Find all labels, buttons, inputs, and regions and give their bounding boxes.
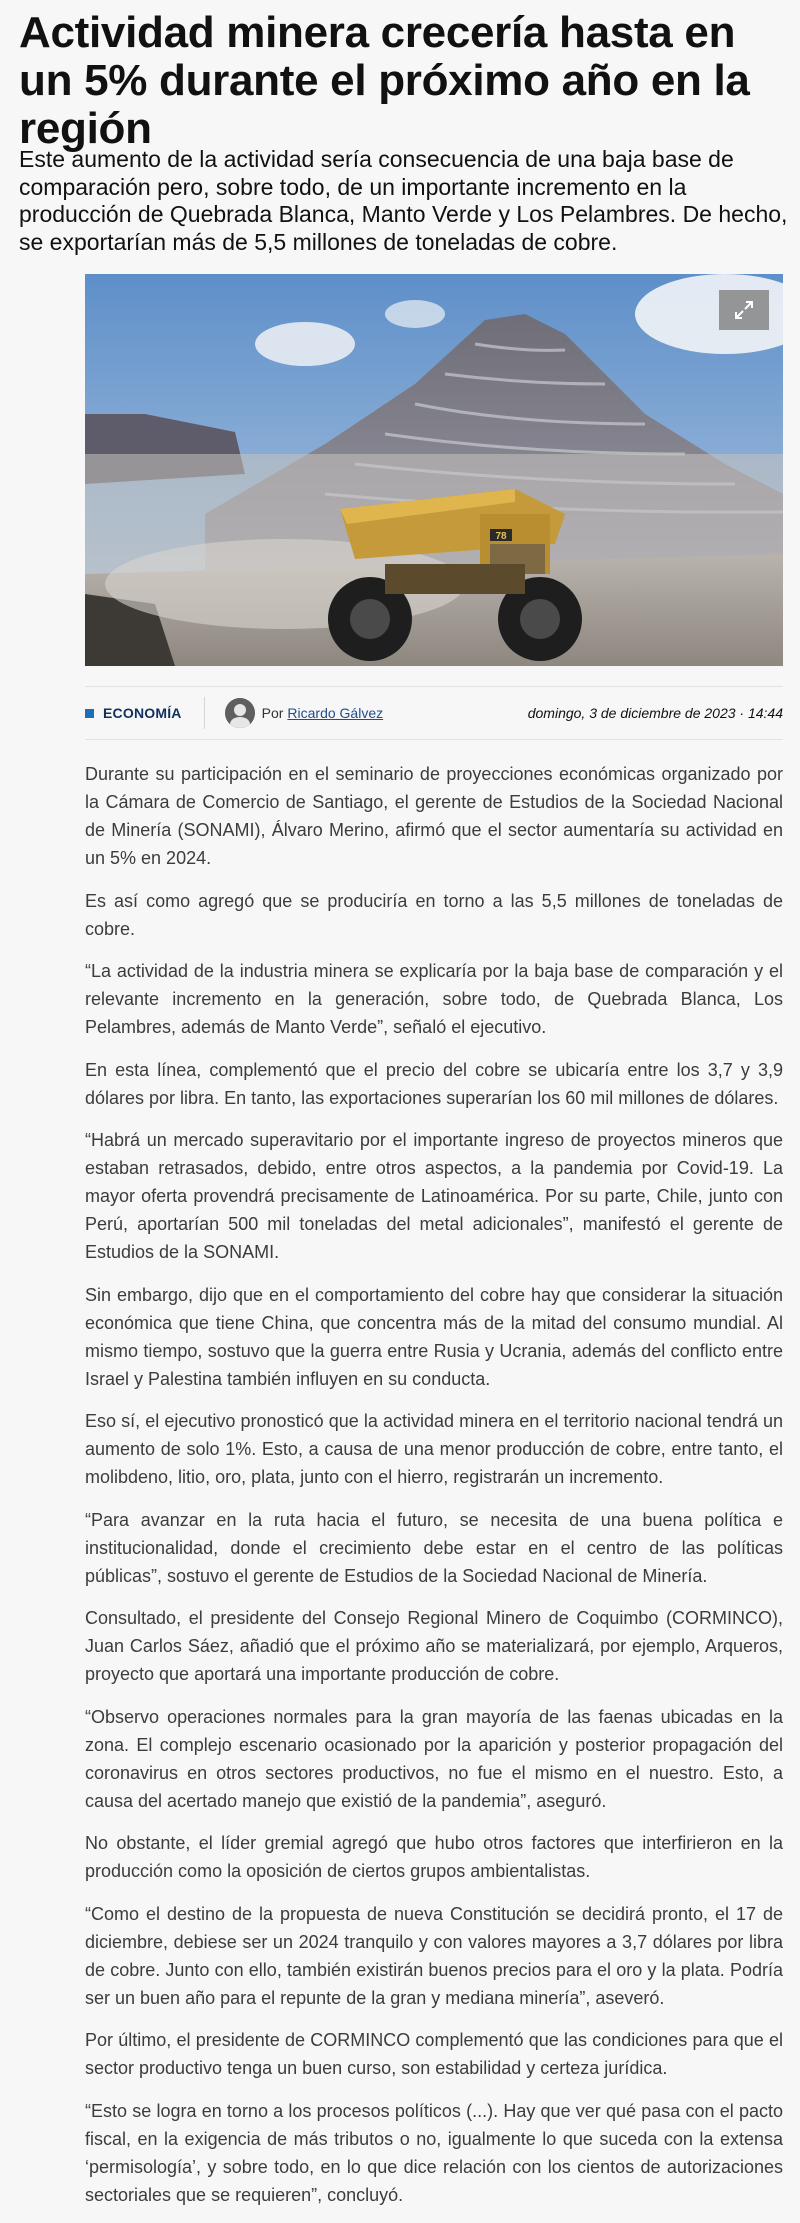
author-byline — [225, 698, 384, 728]
section-label: ECONOMÍA — [103, 705, 182, 721]
author-prefix: Por — [261, 705, 284, 721]
truck-number-small: 78 — [495, 531, 507, 542]
mining-truck-image — [85, 274, 783, 666]
article-photo[interactable] — [85, 274, 783, 666]
article-subheadline: Este aumento de la actividad sería consecuencia de una baja base de comparación pero, sobre todo, de un importante incremento en la producción de Quebrada Blanca, Manto Verde y Los Pelambres. De hecho, se exportarían más de 5,5 millones de toneladas de cobre. — [19, 146, 788, 255]
paragraph: Consultado, el presidente del Consejo Regional Minero de Coquimbo (CORMINCO), Juan Carlos Sáez, añadió que el próximo año se materializará, por ejemplo, Arqueros, proyecto que aportará una importante producción de cobre. — [85, 1608, 783, 1684]
paragraph: Durante su participación en el seminario de proyecciones económicas organizado por la Cámara de Comercio de Santiago, el gerente de Estudios de la Sociedad Nacional de Minería (SONAMI), Álvaro Merino, afirmó que el sector aumentaría su actividad en un 5% en 2024. — [85, 764, 783, 868]
paragraph: No obstante, el líder gremial agregó que hubo otros factores que interfirieron en la producción como la oposición de ciertos grupos ambientalistas. — [85, 1833, 783, 1881]
section-square-icon — [85, 709, 94, 718]
paragraph: Sin embargo, dijo que en el comportamiento del cobre hay que considerar la situación económica que tiene China, que concentra más de la mitad del consumo mundial. Al mismo tiempo, sostuvo que la guerra entre Rusia y Ucrania, además del conflicto entre Israel y Palestina también influyen en su conducta. — [85, 1284, 783, 1389]
paragraph: “Esto se logra en torno a los procesos políticos (...). Hay que ver qué pasa con el pacto fiscal, en la exigencia de más tributos o no, igualmente lo que suceda con la extensa ‘permisología’, y sobre todo, en lo que dice relación con los cientos de autorizaciones sectoriales que se requieren”, concluyó. — [85, 2100, 783, 2205]
paragraph: “Observo operaciones normales para la gran mayoría de las faenas ubicadas en la zona. El complejo escenario ocasionado por la aparición y posterior propagación del coronavirus en otros sectores productivos, no fue el mismo en el nuestro. Esto, a causa del acertado manejo que existió de la pandemia”, aseguró. — [85, 1706, 783, 1811]
section-tag[interactable] — [85, 697, 205, 729]
user-icon — [225, 698, 255, 728]
paragraph: En esta línea, complementó que el precio del cobre se ubicaría entre los 3,7 y 3,9 dólares por libra. En tanto, las exportaciones superarían los 60 mil millones de dólares. — [85, 1059, 783, 1108]
paragraph: “Habrá un mercado superavitario por el importante ingreso de proyectos mineros que estaban retrasados, debido, entre otros aspectos, a la pandemia por Covid-19. La mayor oferta provendrá precisamente de Latinoamérica. Por su parte, Chile, junto con Perú, aportarían 500 mil toneladas del metal adicionales”, manifestó el gerente de Estudios de la SONAMI. — [85, 1130, 783, 1262]
paragraph: “La actividad de la industria minera se explicaría por la baja base de comparación y el relevante incremento en la generación, sobre todo, de Quebrada Blanca, Los Pelambres, además de Manto Verde”, señaló el ejecutivo. — [85, 961, 783, 1037]
publish-date: domingo, 3 de diciembre de 2023 · 14:44 — [527, 705, 783, 721]
paragraph: Eso sí, el ejecutivo pronosticó que la actividad minera en el territorio nacional tendrá un aumento de solo 1%. Esto, a causa de una menor producción de cobre, entre tanto, el molibdeno, litio, oro, plata, junto con el hierro, registrarán un incremento. — [85, 1411, 783, 1487]
paragraph: Por último, el presidente de CORMINCO complementó que las condiciones para que el sector productivo tenga un buen curso, son estabilidad y certeza jurídica. — [85, 2030, 783, 2078]
expand-icon — [733, 299, 755, 321]
paragraph: “Para avanzar en la ruta hacia el futuro, se necesita de una buena política e institucionalidad, donde el crecimiento debe estar en el centro de las políticas públicas”, sostuvo el gerente de Estudios de la Sociedad Nacional de Minería. — [85, 1509, 783, 1586]
paragraph: “Como el destino de la propuesta de nueva Constitución se decidirá pronto, el 17 de diciembre, debiese ser un 2024 tranquilo y con valores mayores a 3,7 dólares por libra de cobre. Junto con ello, también existirán buenos precios para el oro y la plata. Podría ser un buen año para el repunte de la gran y mediana minería”, aseveró. — [85, 1903, 783, 2008]
article-headline: Actividad minera crecería hasta en un 5% durante el próximo año en la región — [19, 8, 750, 153]
article-meta-bar — [85, 686, 783, 740]
avatar — [225, 698, 255, 728]
article-body — [85, 760, 783, 2223]
expand-image-button[interactable] — [719, 290, 769, 330]
paragraph: Es así como agregó que se produciría en torno a las 5,5 millones de toneladas de cobre. — [85, 890, 783, 939]
author-link[interactable]: Ricardo Gálvez — [287, 705, 384, 721]
